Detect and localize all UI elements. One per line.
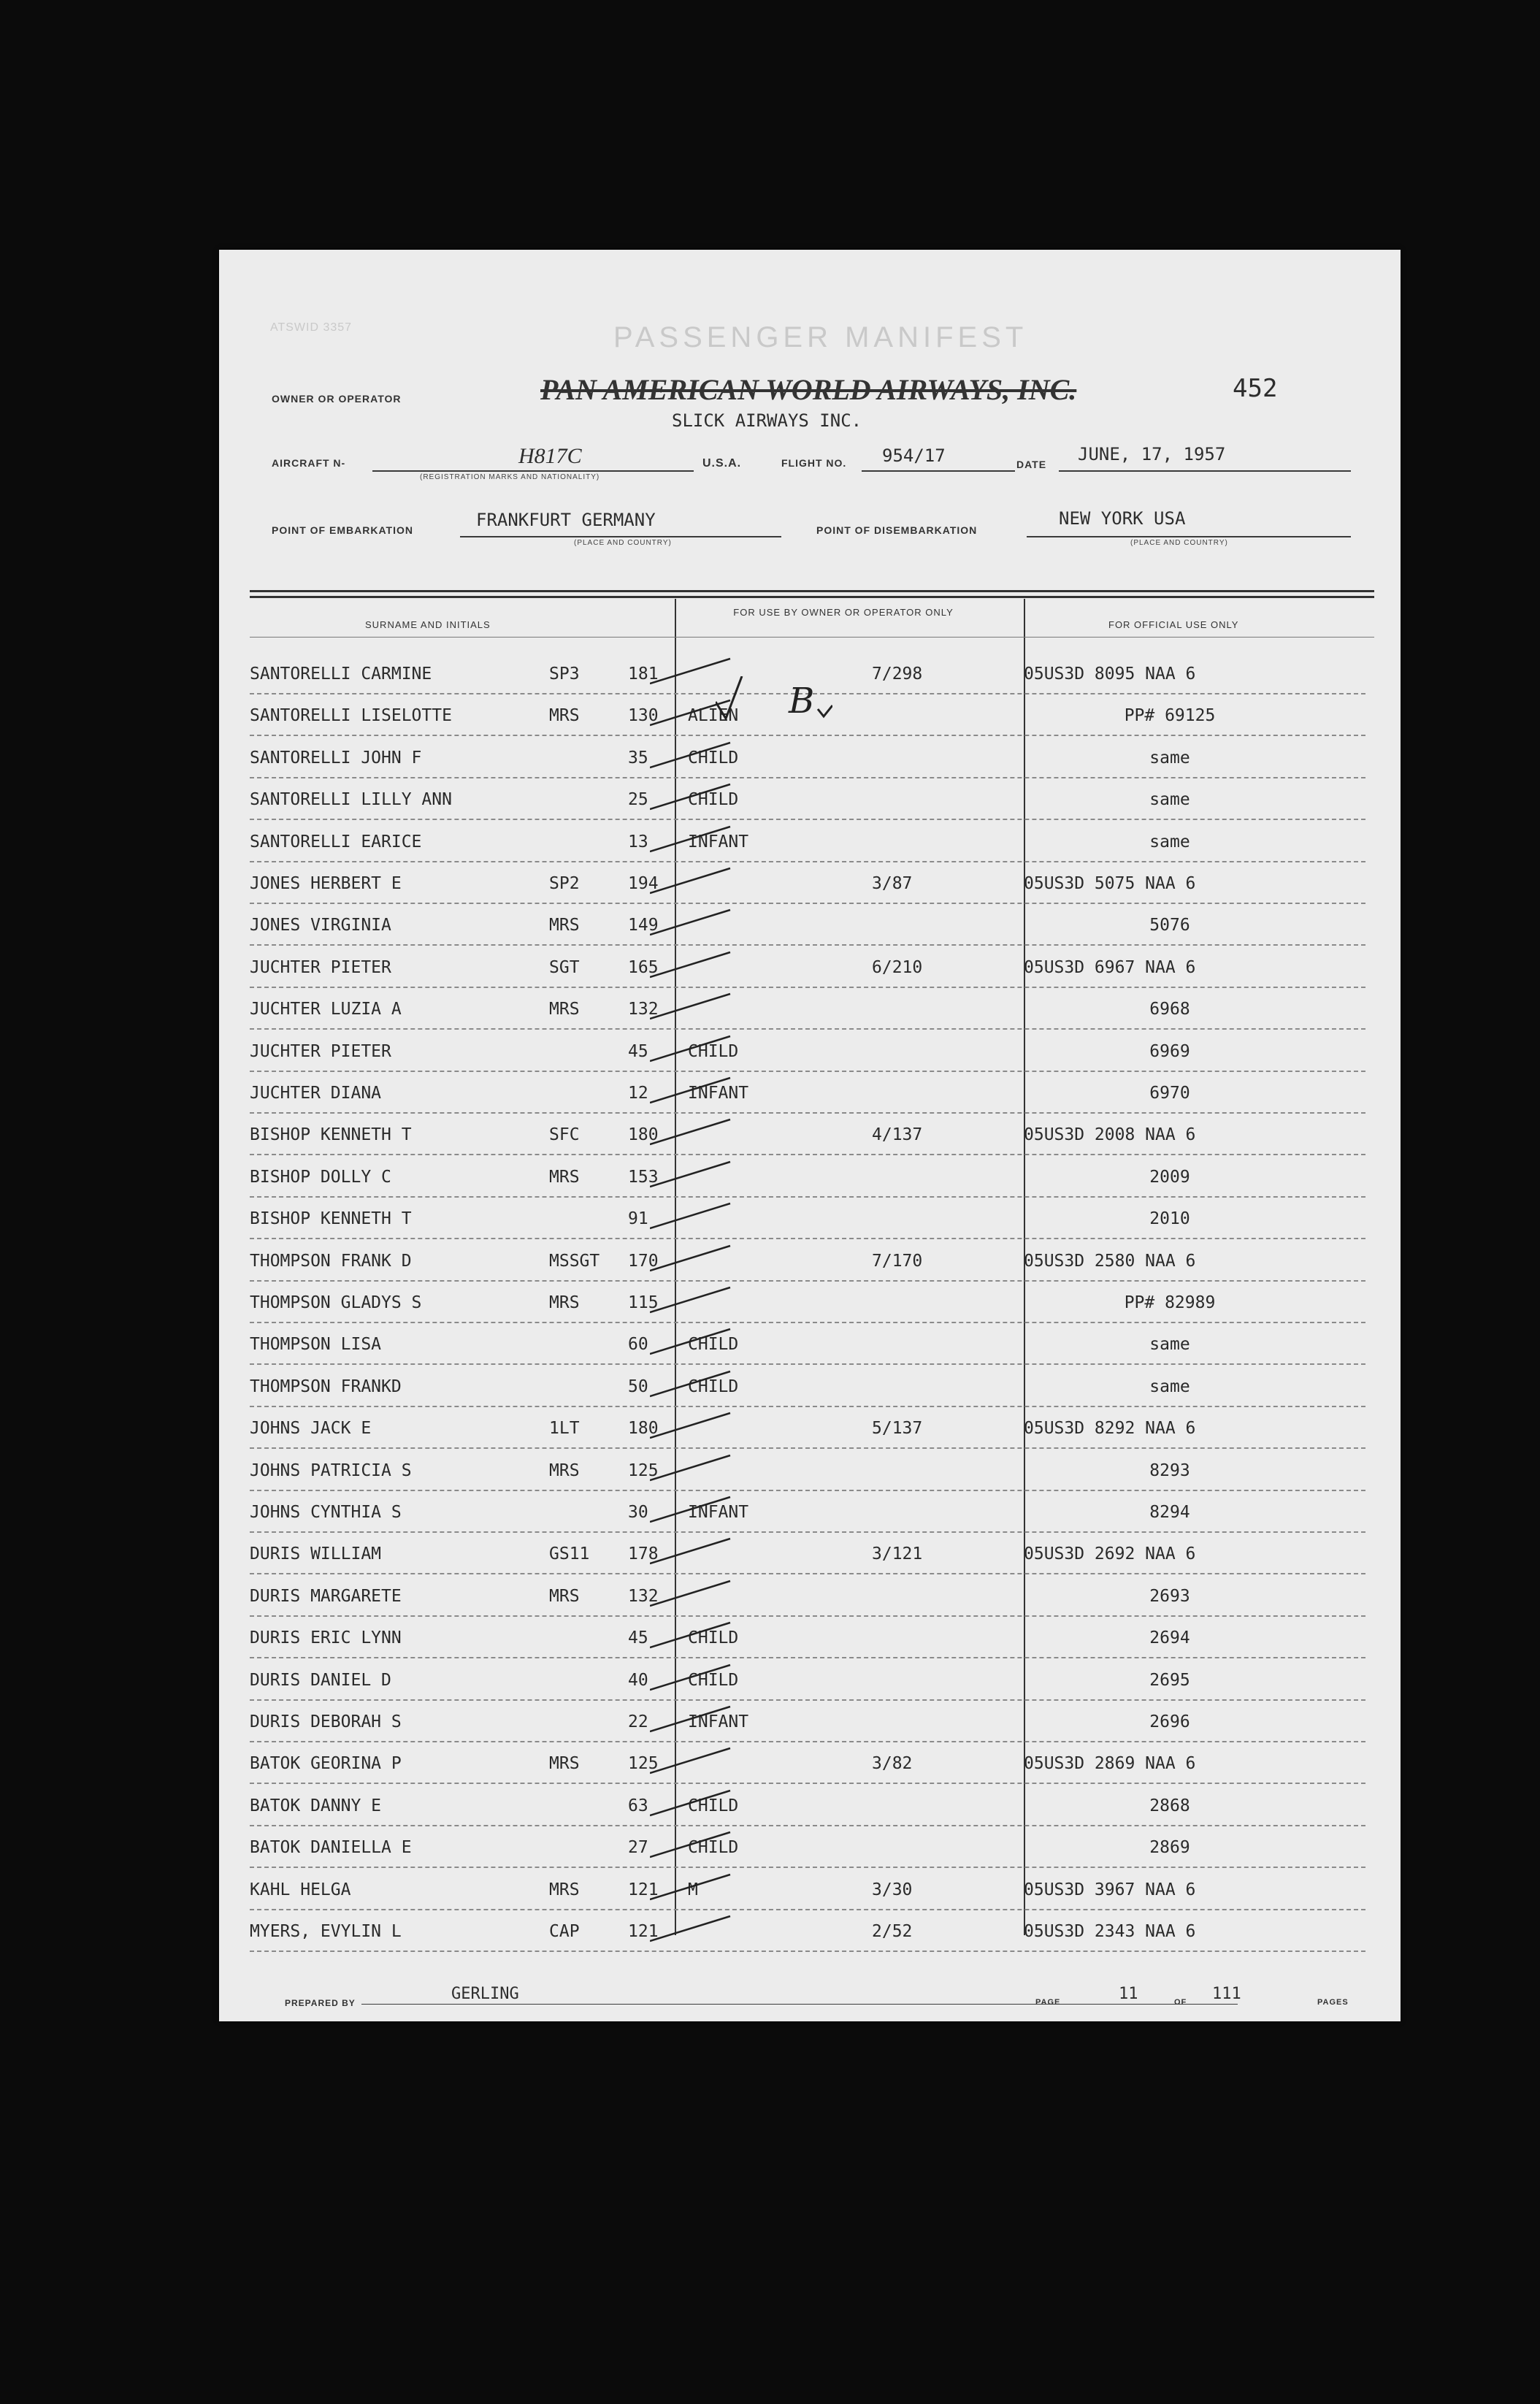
pen-tick-icon xyxy=(650,865,738,895)
official-entry: same xyxy=(1149,1335,1190,1355)
official-entry: 2694 xyxy=(1149,1628,1190,1648)
official-entry: 2009 xyxy=(1149,1167,1190,1187)
pen-tick-icon xyxy=(650,1368,738,1398)
table-row xyxy=(250,1450,1365,1491)
table-row xyxy=(250,1030,1365,1072)
table-row xyxy=(250,1198,1365,1239)
passenger-number: 130 xyxy=(628,706,659,726)
passenger-number: 170 xyxy=(628,1251,659,1271)
passenger-name: THOMPSON GLADYS S xyxy=(250,1293,422,1312)
owner-reference: 3/82 xyxy=(872,1754,913,1774)
manifest-number: 452 xyxy=(1233,374,1278,403)
table-row xyxy=(250,988,1365,1030)
passenger-number: 50 xyxy=(628,1377,648,1396)
passenger-number: 13 xyxy=(628,832,648,851)
manifest-page xyxy=(219,250,1401,2021)
official-entry: same xyxy=(1149,790,1190,810)
table-row xyxy=(250,1323,1365,1365)
passenger-number: 121 xyxy=(628,1922,659,1941)
official-entry: 5076 xyxy=(1149,916,1190,935)
embark-value: FRANKFURT GERMANY xyxy=(476,510,656,530)
pen-tick-icon xyxy=(650,991,738,1020)
pen-tick-icon xyxy=(650,949,738,979)
passenger-name: DURIS MARGARETE xyxy=(250,1586,402,1606)
passenger-title: MRS xyxy=(549,706,580,726)
pages-label: PAGES xyxy=(1317,1998,1349,2007)
official-entry: 05US3D 2008 NAA 6 xyxy=(1024,1125,1196,1145)
passenger-number: 45 xyxy=(628,1041,648,1061)
official-entry: 2010 xyxy=(1149,1209,1190,1229)
passenger-title: SP3 xyxy=(549,665,580,684)
passenger-name: SANTORELLI EARICE xyxy=(250,832,422,851)
date-value: JUNE, 17, 1957 xyxy=(1078,444,1226,464)
passenger-name: JUCHTER DIANA xyxy=(250,1084,382,1103)
pen-tick-icon xyxy=(650,1704,738,1733)
official-entry: 6969 xyxy=(1149,1041,1190,1061)
passenger-number: 60 xyxy=(628,1335,648,1355)
passenger-name: BISHOP DOLLY C xyxy=(250,1167,391,1187)
pen-tick-icon xyxy=(650,1201,738,1230)
of-value: 111 xyxy=(1212,1985,1241,2003)
passenger-name: DURIS DEBORAH S xyxy=(250,1712,402,1731)
passenger-name: DURIS WILLIAM xyxy=(250,1544,382,1564)
passenger-title: SGT xyxy=(549,957,580,977)
passenger-title: SFC xyxy=(549,1125,580,1145)
passenger-note: CHILD xyxy=(688,1335,739,1355)
official-entry: 05US3D 5075 NAA 6 xyxy=(1024,874,1196,893)
table-row xyxy=(250,1910,1365,1952)
passenger-name: JOHNS PATRICIA S xyxy=(250,1461,412,1480)
table-row xyxy=(250,1785,1365,1826)
pen-tick-icon xyxy=(650,1913,738,1942)
pen-tick-icon xyxy=(650,1494,738,1523)
passenger-number: 40 xyxy=(628,1670,648,1690)
passenger-note: CHILD xyxy=(688,1838,739,1858)
passenger-note: CHILD xyxy=(688,1796,739,1815)
passenger-note: CHILD xyxy=(688,1377,739,1396)
passenger-title: MRS xyxy=(549,1293,580,1312)
faint-title: PASSENGER MANIFEST xyxy=(613,321,1028,353)
embark-note: (PLACE AND COUNTRY) xyxy=(574,539,672,547)
pen-tick-icon xyxy=(650,1159,738,1188)
passenger-title: MRS xyxy=(549,1754,580,1774)
table-row xyxy=(250,737,1365,778)
official-entry: PP# 82989 xyxy=(1124,1293,1216,1312)
table-row xyxy=(250,1114,1365,1155)
passenger-name: JUCHTER LUZIA A xyxy=(250,1000,402,1019)
owner-reference: 5/137 xyxy=(872,1419,923,1439)
passenger-number: 149 xyxy=(628,916,659,935)
owner-reference: 3/87 xyxy=(872,874,913,893)
passenger-number: 178 xyxy=(628,1544,659,1564)
official-entry: 05US3D 2869 NAA 6 xyxy=(1024,1754,1196,1774)
passenger-note: INFANT xyxy=(688,1503,749,1522)
pen-tick-icon xyxy=(650,1243,738,1272)
official-entry: 05US3D 2343 NAA 6 xyxy=(1024,1922,1196,1941)
passenger-number: 132 xyxy=(628,1000,659,1019)
checkmark-icon xyxy=(716,676,832,727)
pen-tick-icon xyxy=(650,1745,738,1775)
passenger-number: 45 xyxy=(628,1628,648,1648)
table-row xyxy=(250,1575,1365,1617)
owner-reference: 3/121 xyxy=(872,1544,923,1564)
flight-label: FLIGHT NO. xyxy=(781,457,847,469)
table-row xyxy=(250,1659,1365,1701)
passenger-title: MRS xyxy=(549,1461,580,1480)
passenger-name: BATOK GEORINA P xyxy=(250,1754,402,1774)
official-entry: 8293 xyxy=(1149,1461,1190,1480)
passenger-name: JOHNS JACK E xyxy=(250,1419,372,1439)
official-entry: 05US3D 3967 NAA 6 xyxy=(1024,1880,1196,1899)
table-row xyxy=(250,1240,1365,1282)
passenger-name: BISHOP KENNETH T xyxy=(250,1125,412,1145)
table-row xyxy=(250,1826,1365,1868)
passenger-name: SANTORELLI JOHN F xyxy=(250,748,422,767)
page-value: 11 xyxy=(1119,1985,1138,2003)
table-row xyxy=(250,1491,1365,1533)
table-row xyxy=(250,862,1365,904)
date-label: DATE xyxy=(1016,459,1047,470)
handwritten-mark: B xyxy=(789,681,815,721)
official-entry: PP# 69125 xyxy=(1124,706,1216,726)
passenger-title: 1LT xyxy=(549,1419,580,1439)
passenger-note: INFANT xyxy=(688,1712,749,1731)
embark-label: POINT OF EMBARKATION xyxy=(272,524,413,536)
official-entry: 8294 xyxy=(1149,1503,1190,1522)
passenger-name: BATOK DANNY E xyxy=(250,1796,382,1815)
passenger-note: M xyxy=(688,1880,698,1899)
owner-value: PAN AMERICAN WORLD AIRWAYS, INC. xyxy=(540,373,1077,406)
passenger-title: MRS xyxy=(549,1880,580,1899)
passenger-name: JONES HERBERT E xyxy=(250,874,402,893)
official-entry: 2695 xyxy=(1149,1670,1190,1690)
aircraft-value: H817C xyxy=(518,444,582,468)
official-entry: 6968 xyxy=(1149,1000,1190,1019)
of-label: OF xyxy=(1174,1998,1187,2007)
passenger-name: THOMPSON LISA xyxy=(250,1335,382,1355)
passenger-title: MRS xyxy=(549,1586,580,1606)
passenger-name: JONES VIRGINIA xyxy=(250,916,391,935)
passenger-number: 12 xyxy=(628,1084,648,1103)
passenger-number: 125 xyxy=(628,1754,659,1774)
official-entry: 05US3D 2580 NAA 6 xyxy=(1024,1251,1196,1271)
table-row xyxy=(250,904,1365,946)
table-row xyxy=(250,946,1365,988)
pen-tick-icon xyxy=(650,1872,738,1901)
registration-note: (REGISTRATION MARKS AND NATIONALITY) xyxy=(420,473,600,481)
official-entry: 05US3D 6967 NAA 6 xyxy=(1024,957,1196,977)
pen-tick-icon xyxy=(650,1788,738,1817)
table-row xyxy=(250,821,1365,862)
owner-reference: 3/30 xyxy=(872,1880,913,1899)
disembark-value: NEW YORK USA xyxy=(1059,508,1186,529)
passenger-name: BATOK DANIELLA E xyxy=(250,1838,412,1858)
table-row xyxy=(250,778,1365,820)
table-row xyxy=(250,1072,1365,1114)
official-entry: same xyxy=(1149,748,1190,767)
passenger-number: 22 xyxy=(628,1712,648,1731)
passenger-note: INFANT xyxy=(688,832,749,851)
col-owner-use: FOR USE BY OWNER OR OPERATOR ONLY xyxy=(733,607,954,618)
passenger-note: INFANT xyxy=(688,1084,749,1103)
official-entry: 05US3D 8292 NAA 6 xyxy=(1024,1419,1196,1439)
pen-tick-icon xyxy=(650,740,738,769)
passenger-number: 30 xyxy=(628,1503,648,1522)
pen-tick-icon xyxy=(650,1117,738,1146)
passenger-name: BISHOP KENNETH T xyxy=(250,1209,412,1229)
passenger-name: JUCHTER PIETER xyxy=(250,957,391,977)
table-row xyxy=(250,1366,1365,1407)
official-entry: same xyxy=(1149,832,1190,851)
pen-tick-icon xyxy=(650,1536,738,1565)
passenger-note: CHILD xyxy=(688,1628,739,1648)
nationality: U.S.A. xyxy=(702,457,742,470)
table-row xyxy=(250,1869,1365,1910)
passenger-number: 194 xyxy=(628,874,659,893)
official-entry: 2869 xyxy=(1149,1838,1190,1858)
passenger-name: SANTORELLI CARMINE xyxy=(250,665,432,684)
pen-tick-icon xyxy=(650,781,738,811)
passenger-number: 121 xyxy=(628,1880,659,1899)
passenger-table xyxy=(219,653,1401,1953)
official-entry: 2693 xyxy=(1149,1586,1190,1606)
sub-operator: SLICK AIRWAYS INC. xyxy=(672,410,862,431)
owner-reference: 4/137 xyxy=(872,1125,923,1145)
pen-tick-icon xyxy=(650,1829,738,1858)
passenger-number: 180 xyxy=(628,1125,659,1145)
official-entry: 2696 xyxy=(1149,1712,1190,1731)
flight-value: 954/17 xyxy=(882,445,946,466)
table-row xyxy=(250,1282,1365,1323)
table-row xyxy=(250,1533,1365,1574)
passenger-name: KAHL HELGA xyxy=(250,1880,351,1899)
pen-tick-icon xyxy=(650,1662,738,1691)
passenger-note: ALIEN xyxy=(688,706,739,726)
disembark-note: (PLACE AND COUNTRY) xyxy=(1130,539,1228,547)
table-row xyxy=(250,1156,1365,1198)
owner-reference: 7/298 xyxy=(872,665,923,684)
passenger-note: CHILD xyxy=(688,1041,739,1061)
pen-tick-icon xyxy=(650,1075,738,1104)
passenger-title: MSSGT xyxy=(549,1251,600,1271)
passenger-number: 25 xyxy=(628,790,648,810)
owner-label: OWNER OR OPERATOR xyxy=(272,393,402,405)
official-entry: same xyxy=(1149,1377,1190,1396)
col-official-use: FOR OFFICIAL USE ONLY xyxy=(1108,619,1239,630)
passenger-number: 27 xyxy=(628,1838,648,1858)
prepared-label: PREPARED BY xyxy=(285,1998,356,2008)
passenger-number: 153 xyxy=(628,1167,659,1187)
passenger-number: 35 xyxy=(628,748,648,767)
passenger-name: SANTORELLI LILLY ANN xyxy=(250,790,452,810)
passenger-name: SANTORELLI LISELOTTE xyxy=(250,706,452,726)
official-entry: 2868 xyxy=(1149,1796,1190,1815)
prepared-value: GERLING xyxy=(451,1985,519,2003)
pen-tick-icon xyxy=(650,1285,738,1314)
passenger-name: DURIS ERIC LYNN xyxy=(250,1628,402,1648)
passenger-name: JOHNS CYNTHIA S xyxy=(250,1503,402,1522)
passenger-number: 125 xyxy=(628,1461,659,1480)
page-label: PAGE xyxy=(1035,1998,1061,2007)
passenger-title: MRS xyxy=(549,1167,580,1187)
pen-tick-icon xyxy=(650,1033,738,1063)
passenger-note: CHILD xyxy=(688,1670,739,1690)
passenger-number: 180 xyxy=(628,1419,659,1439)
pen-tick-icon xyxy=(650,907,738,936)
owner-reference: 6/210 xyxy=(872,957,923,977)
pen-tick-icon xyxy=(650,1620,738,1649)
pen-tick-icon xyxy=(650,1410,738,1439)
passenger-number: 63 xyxy=(628,1796,648,1815)
disembark-label: POINT OF DISEMBARKATION xyxy=(816,524,978,536)
passenger-name: MYERS, EVYLIN L xyxy=(250,1922,402,1941)
owner-reference: 7/170 xyxy=(872,1251,923,1271)
pen-tick-icon xyxy=(650,1326,738,1355)
pen-tick-icon xyxy=(650,1452,738,1482)
passenger-name: THOMPSON FRANK D xyxy=(250,1251,412,1271)
pen-tick-icon xyxy=(650,824,738,853)
passenger-number: 91 xyxy=(628,1209,648,1229)
aircraft-label: AIRCRAFT N- xyxy=(272,457,346,469)
owner-reference: 2/52 xyxy=(872,1922,913,1941)
table-row xyxy=(250,1701,1365,1742)
passenger-title: SP2 xyxy=(549,874,580,893)
passenger-number: 165 xyxy=(628,957,659,977)
passenger-title: GS11 xyxy=(549,1544,590,1564)
pen-tick-icon xyxy=(650,1578,738,1607)
col-surname: SURNAME AND INITIALS xyxy=(365,619,491,630)
passenger-name: DURIS DANIEL D xyxy=(250,1670,391,1690)
passenger-note: CHILD xyxy=(688,748,739,767)
official-entry: 6970 xyxy=(1149,1084,1190,1103)
table-row xyxy=(250,1742,1365,1784)
official-entry: 05US3D 2692 NAA 6 xyxy=(1024,1544,1196,1564)
faint-code: ATSWID 3357 xyxy=(270,321,353,334)
passenger-title: MRS xyxy=(549,916,580,935)
table-row xyxy=(250,1407,1365,1449)
passenger-title: MRS xyxy=(549,1000,580,1019)
official-entry: 05US3D 8095 NAA 6 xyxy=(1024,665,1196,684)
passenger-name: THOMPSON FRANKD xyxy=(250,1377,402,1396)
table-row xyxy=(250,1617,1365,1658)
passenger-number: 181 xyxy=(628,665,659,684)
passenger-number: 132 xyxy=(628,1586,659,1606)
passenger-name: JUCHTER PIETER xyxy=(250,1041,391,1061)
passenger-note: CHILD xyxy=(688,790,739,810)
passenger-title: CAP xyxy=(549,1922,580,1941)
passenger-number: 115 xyxy=(628,1293,659,1312)
